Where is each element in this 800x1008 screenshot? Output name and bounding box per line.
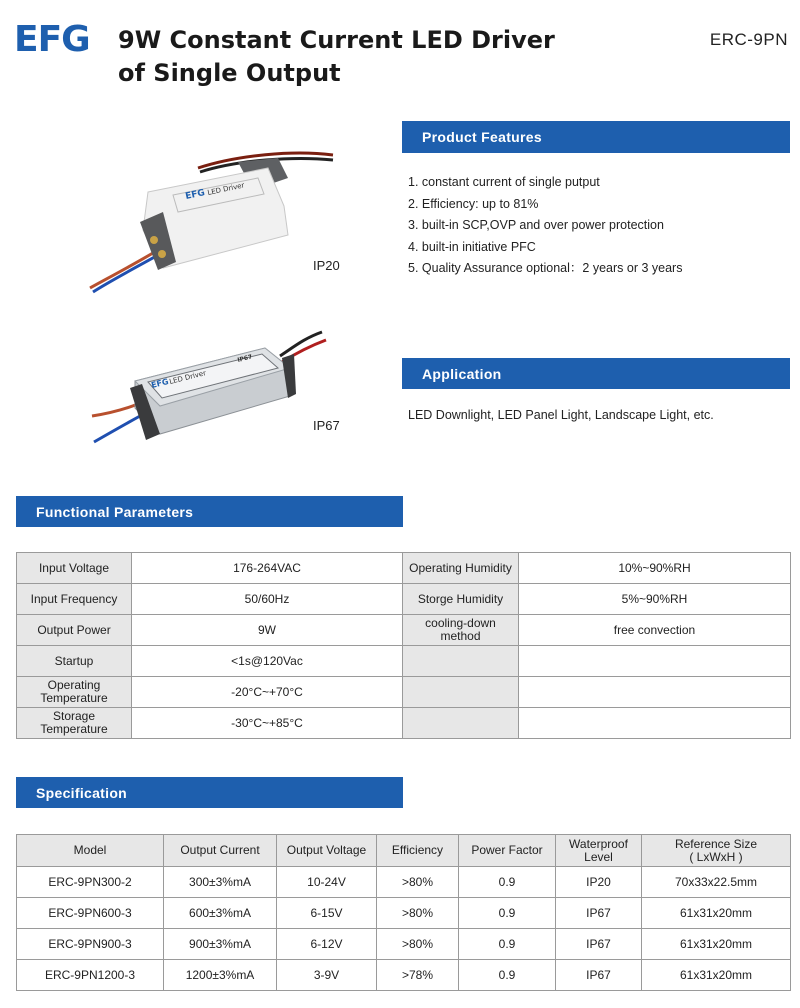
application-text: LED Downlight, LED Panel Light, Landscape Light, etc. xyxy=(408,408,714,422)
param-value xyxy=(519,708,791,739)
features-list xyxy=(408,172,682,280)
spec-cell: 61x31x20mm xyxy=(642,929,791,960)
param-value xyxy=(519,677,791,708)
ip67-driver-image xyxy=(90,326,330,456)
functional-parameters-table xyxy=(16,552,791,739)
efg-logo: EFG xyxy=(14,19,90,60)
spec-header-row xyxy=(17,835,791,867)
ip67-brand: EFG xyxy=(150,376,170,390)
param-value: -20°C~+70°C xyxy=(132,677,403,708)
spec-column-header: Waterproof Level xyxy=(556,835,642,867)
feature-item: 5. Quality Assurance optional：2 years or 3 years xyxy=(408,261,683,275)
feature-item: 1. constant current of single putput xyxy=(408,175,600,189)
spec-row xyxy=(17,867,791,898)
spec-cell: 300±3%mA xyxy=(164,867,277,898)
spec-cell: IP20 xyxy=(556,867,642,898)
spec-cell: 61x31x20mm xyxy=(642,898,791,929)
functional-parameters-heading: Functional Parameters xyxy=(16,496,403,527)
spec-cell: 6-12V xyxy=(277,929,377,960)
feature-item: 3. built-in SCP,OVP and over power protection xyxy=(408,218,664,232)
ip20-device-text: LED Driver xyxy=(206,181,246,197)
param-label xyxy=(403,677,519,708)
spec-cell: ERC-9PN600-3 xyxy=(17,898,164,929)
param-label: Output Power xyxy=(17,615,132,646)
param-value: 50/60Hz xyxy=(132,584,403,615)
spec-cell: IP67 xyxy=(556,960,642,991)
param-label: Input Voltage xyxy=(17,553,132,584)
product-features-heading: Product Features xyxy=(402,121,790,153)
param-value: 10%~90%RH xyxy=(519,553,791,584)
functional-row xyxy=(17,708,791,739)
param-label: cooling-down method xyxy=(403,615,519,646)
spec-row xyxy=(17,898,791,929)
spec-cell: 900±3%mA xyxy=(164,929,277,960)
application-heading: Application xyxy=(402,358,790,389)
spec-cell: 0.9 xyxy=(459,867,556,898)
spec-cell: ERC-9PN300-2 xyxy=(17,867,164,898)
spec-cell: 1200±3%mA xyxy=(164,960,277,991)
param-label xyxy=(403,646,519,677)
title-line-2: of Single Output xyxy=(118,59,341,87)
spec-cell: 3-9V xyxy=(277,960,377,991)
spec-cell: IP67 xyxy=(556,929,642,960)
spec-cell: >80% xyxy=(377,929,459,960)
spec-cell: ERC-9PN1200-3 xyxy=(17,960,164,991)
ip20-driver-image xyxy=(88,150,338,295)
feature-item: 2. Efficiency: up to 81% xyxy=(408,196,539,211)
specification-table xyxy=(16,834,791,991)
param-value: 5%~90%RH xyxy=(519,584,791,615)
spec-cell: 0.9 xyxy=(459,929,556,960)
param-label xyxy=(403,708,519,739)
spec-cell: >80% xyxy=(377,898,459,929)
ip20-brand: EFG xyxy=(184,188,206,202)
spec-cell: 0.9 xyxy=(459,960,556,991)
specification-heading: Specification xyxy=(16,777,403,808)
spec-column-header: Power Factor xyxy=(459,835,556,867)
spec-cell: >80% xyxy=(377,867,459,898)
spec-cell: IP67 xyxy=(556,898,642,929)
spec-cell: 10-24V xyxy=(277,867,377,898)
ip67-device-text: LED Driver xyxy=(168,369,207,386)
param-label: Operating Humidity xyxy=(403,553,519,584)
spec-column-header: Reference Size ( LxWxH ) xyxy=(642,835,791,867)
spec-row xyxy=(17,960,791,991)
spec-cell: 0.9 xyxy=(459,898,556,929)
spec-cell: ERC-9PN900-3 xyxy=(17,929,164,960)
param-label: Storge Humidity xyxy=(403,584,519,615)
functional-row xyxy=(17,615,791,646)
ip20-label: IP20 xyxy=(313,258,340,273)
param-label: Startup xyxy=(17,646,132,677)
spec-column-header: Output Current xyxy=(164,835,277,867)
model-code: ERC-9PN xyxy=(709,30,788,49)
spec-row xyxy=(17,929,791,960)
spec-column-header: Model xyxy=(17,835,164,867)
functional-row xyxy=(17,646,791,677)
param-value: free convection xyxy=(519,615,791,646)
functional-row xyxy=(17,553,791,584)
spec-cell: 70x33x22.5mm xyxy=(642,867,791,898)
ip67-badge: IP67 xyxy=(236,353,254,364)
title-line-1: 9W Constant Current LED Driver xyxy=(118,26,555,54)
spec-cell: 61x31x20mm xyxy=(642,960,791,991)
param-value: -30°C~+85°C xyxy=(132,708,403,739)
ip67-label: IP67 xyxy=(313,418,340,433)
spec-cell: 6-15V xyxy=(277,898,377,929)
spec-cell: 600±3%mA xyxy=(164,898,277,929)
feature-item: 4. built-in initiative PFC xyxy=(408,239,536,254)
param-value: 176-264VAC xyxy=(132,553,403,584)
functional-row xyxy=(17,584,791,615)
param-value xyxy=(519,646,791,677)
page-title xyxy=(118,24,555,90)
param-value: <1s@120Vac xyxy=(132,646,403,677)
spec-cell: >78% xyxy=(377,960,459,991)
param-value: 9W xyxy=(132,615,403,646)
param-label: Storage Temperature xyxy=(17,708,132,739)
param-label: Input Frequency xyxy=(17,584,132,615)
param-label: Operating Temperature xyxy=(17,677,132,708)
spec-column-header: Efficiency xyxy=(377,835,459,867)
functional-row xyxy=(17,677,791,708)
spec-column-header: Output Voltage xyxy=(277,835,377,867)
